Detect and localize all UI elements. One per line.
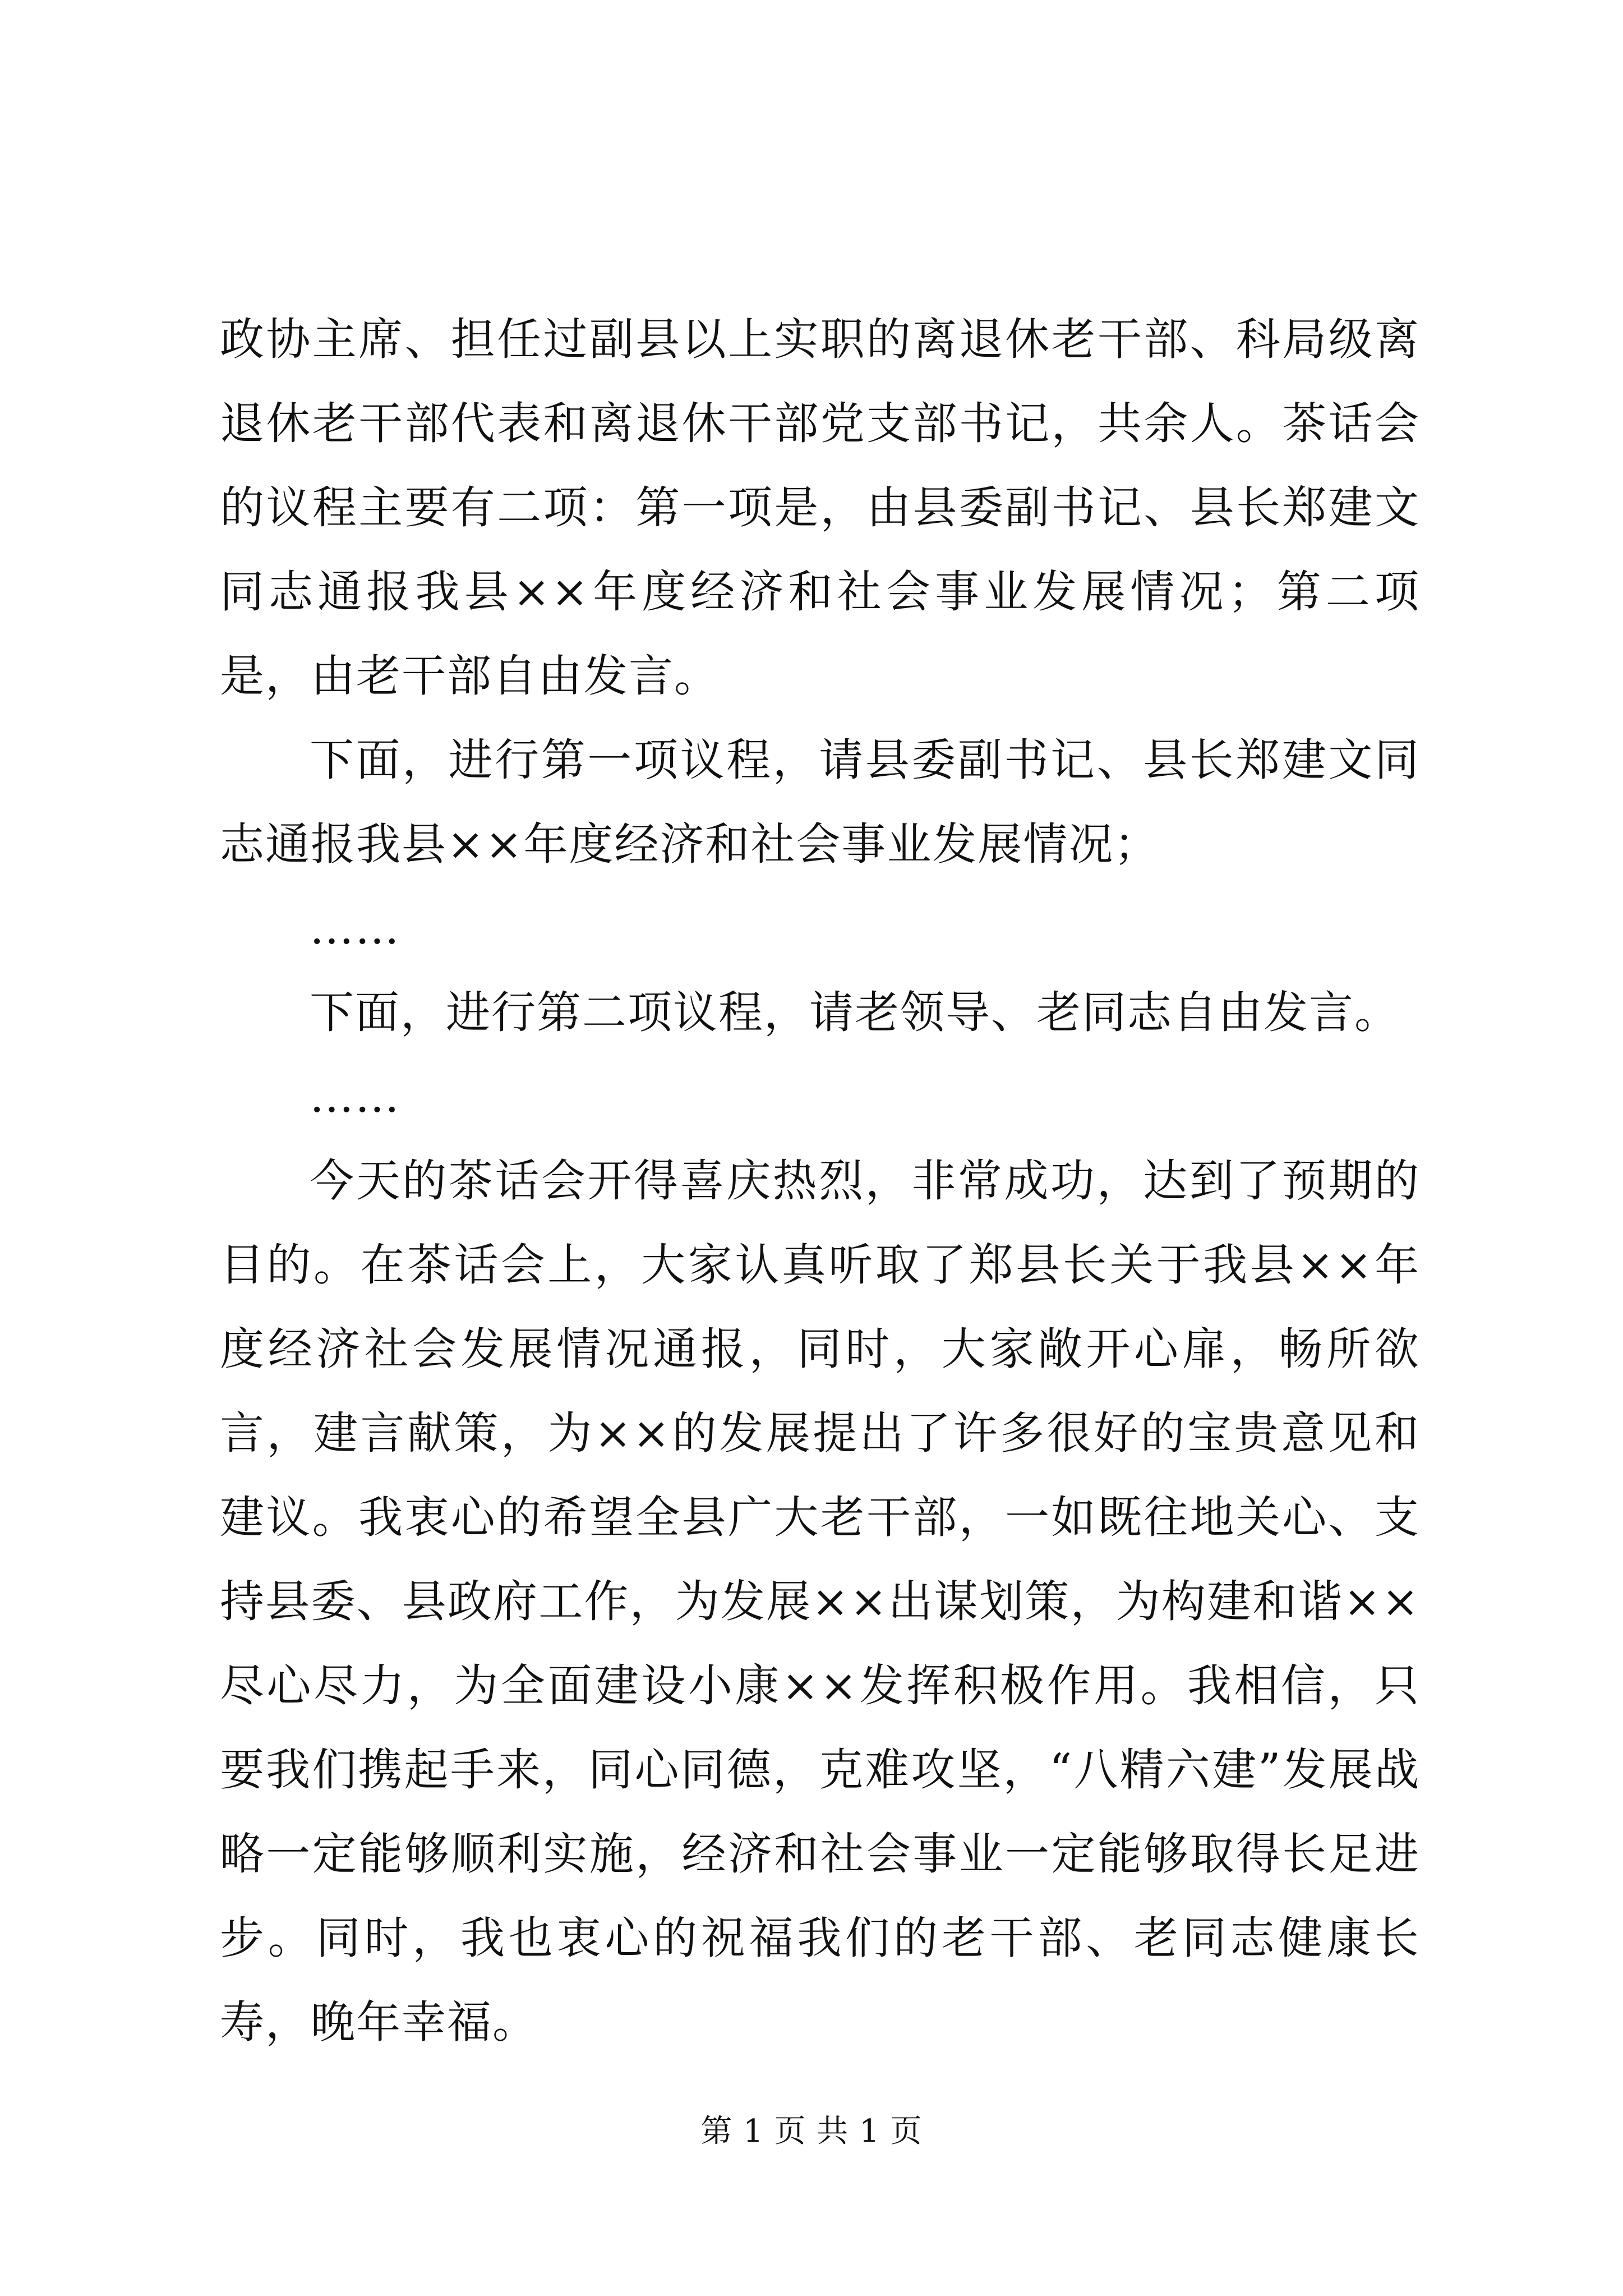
paragraph-second-agenda: 下面，进行第二项议程，请老领导、老同志自由发言。 bbox=[310, 987, 1400, 1038]
ellipsis-line: …… bbox=[310, 1071, 400, 1122]
ellipsis-line: …… bbox=[310, 903, 400, 954]
document-body bbox=[220, 297, 1420, 2064]
paragraph-attendees: 政协主席、担任过副县以上实职的离退休老干部、科局级离退休老干部代表和离退休干部党支部书记，共余人。茶话会的议程主要有二项：第一项是，由县委副书记、县长郑建文同志通报我县××年度经济和社会事业发展情况；第二项是，由老干部自由发言。 bbox=[220, 314, 1420, 702]
paragraph-closing-remarks: 今天的茶话会开得喜庆热烈，非常成功，达到了预期的目的。在茶话会上，大家认真听取了郑县长关于我县××年度经济社会发展情况通报，同时，大家敞开心扉，畅所欲言，建言献策，为××的发展提出了许多很好的宝贵意见和建议。我衷心的希望全县广大老干部，一如既往地关心、支持县委、县政府工作，为发展××出谋划策，为构建和谐××尽心尽力，为全面建设小康××发挥积极作用。我相信，只要我们携起手来，同心同德，克难攻坚，“八精六建”发展战略一定能够顺利实施，经济和社会事业一定能够取得长足进步。同时，我也衷心的祝福我们的老干部、老同志健康长寿，晚年幸福。 bbox=[220, 1155, 1420, 2048]
page-number-footer: 第 1 页 共 1 页 bbox=[700, 2113, 923, 2150]
paragraph-first-agenda: 下面，进行第一项议程，请县委副书记、县长郑建文同志通报我县××年度经济和社会事业发展情况； bbox=[220, 734, 1420, 870]
